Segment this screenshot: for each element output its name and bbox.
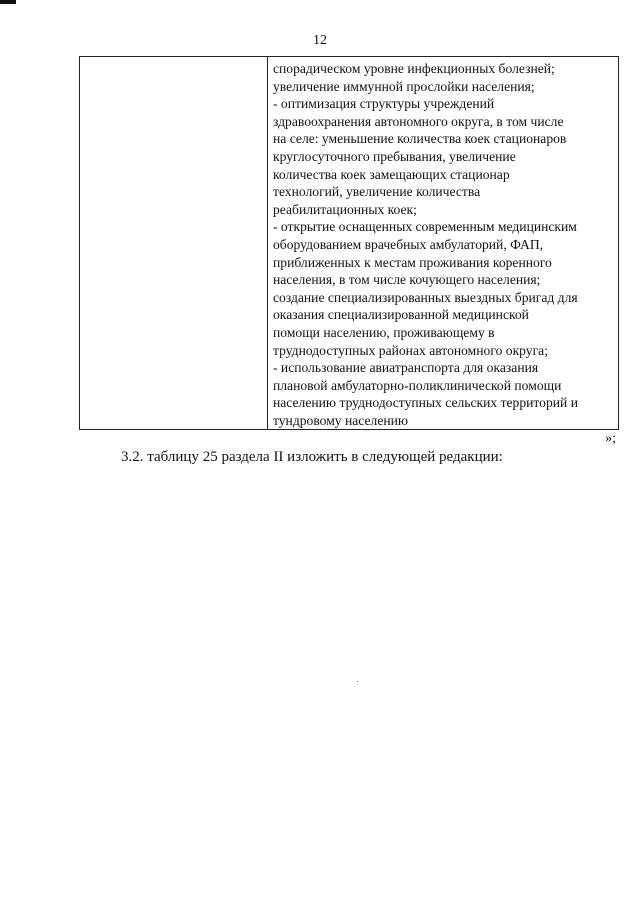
table-text-line: приближенных к местам проживания коренного	[273, 254, 552, 270]
table-text-line: круглосуточного пребывания, увеличение	[273, 148, 516, 164]
table-row	[80, 57, 619, 430]
table-text-line: оказания специализированной медицинской	[273, 307, 529, 323]
table-text-line: населения, в том числе кочующего населения;	[273, 272, 541, 288]
table-text-line: технологий, увеличение количества	[273, 184, 481, 200]
table-text-line: плановой амбулаторно-поликлинической помощи	[273, 377, 562, 393]
table-cell-left	[80, 57, 268, 430]
amendment-paragraph: 3.2. таблицу 25 раздела II изложить в следующей редакции:	[121, 449, 503, 465]
scan-speck	[357, 681, 358, 682]
table-text-line: - оптимизация структуры учреждений	[273, 96, 495, 112]
table-text-line: спорадическом уровне инфекционных болезней;	[273, 61, 555, 76]
table-text-line: создание специализированных выездных бригад для	[273, 289, 578, 305]
content-table	[79, 56, 619, 430]
table-text-line: - использование авиатранспорта для оказания	[273, 360, 539, 376]
table-text-line: здравоохранения автономного округа, в том числе	[273, 113, 564, 129]
page-number: 12	[313, 33, 327, 48]
table-text-line: на селе: уменьшение количества коек стационаров	[273, 131, 567, 147]
table-text-line: помощи населению, проживающему в	[273, 324, 495, 340]
table-text-line: оборудованием врачебных амбулаторий, ФАП,	[273, 236, 544, 252]
table-text-line: количества коек замещающих стационар	[273, 166, 510, 182]
scan-corner-mark	[0, 0, 16, 4]
table-text-line: труднодоступных районах автономного округа;	[273, 342, 548, 358]
table-text-line: - открытие оснащенных современным медицинским	[273, 219, 577, 235]
table-cell-right	[268, 57, 619, 430]
table-text-line: тундровому населению	[273, 412, 409, 428]
table-text-line: населению труднодоступных сельских территорий и	[273, 395, 578, 411]
table-text-line: увеличение иммунной прослойки населения;	[273, 78, 535, 94]
table-text-line: реабилитационных коек;	[273, 201, 417, 217]
closing-quote: »;	[605, 431, 616, 446]
